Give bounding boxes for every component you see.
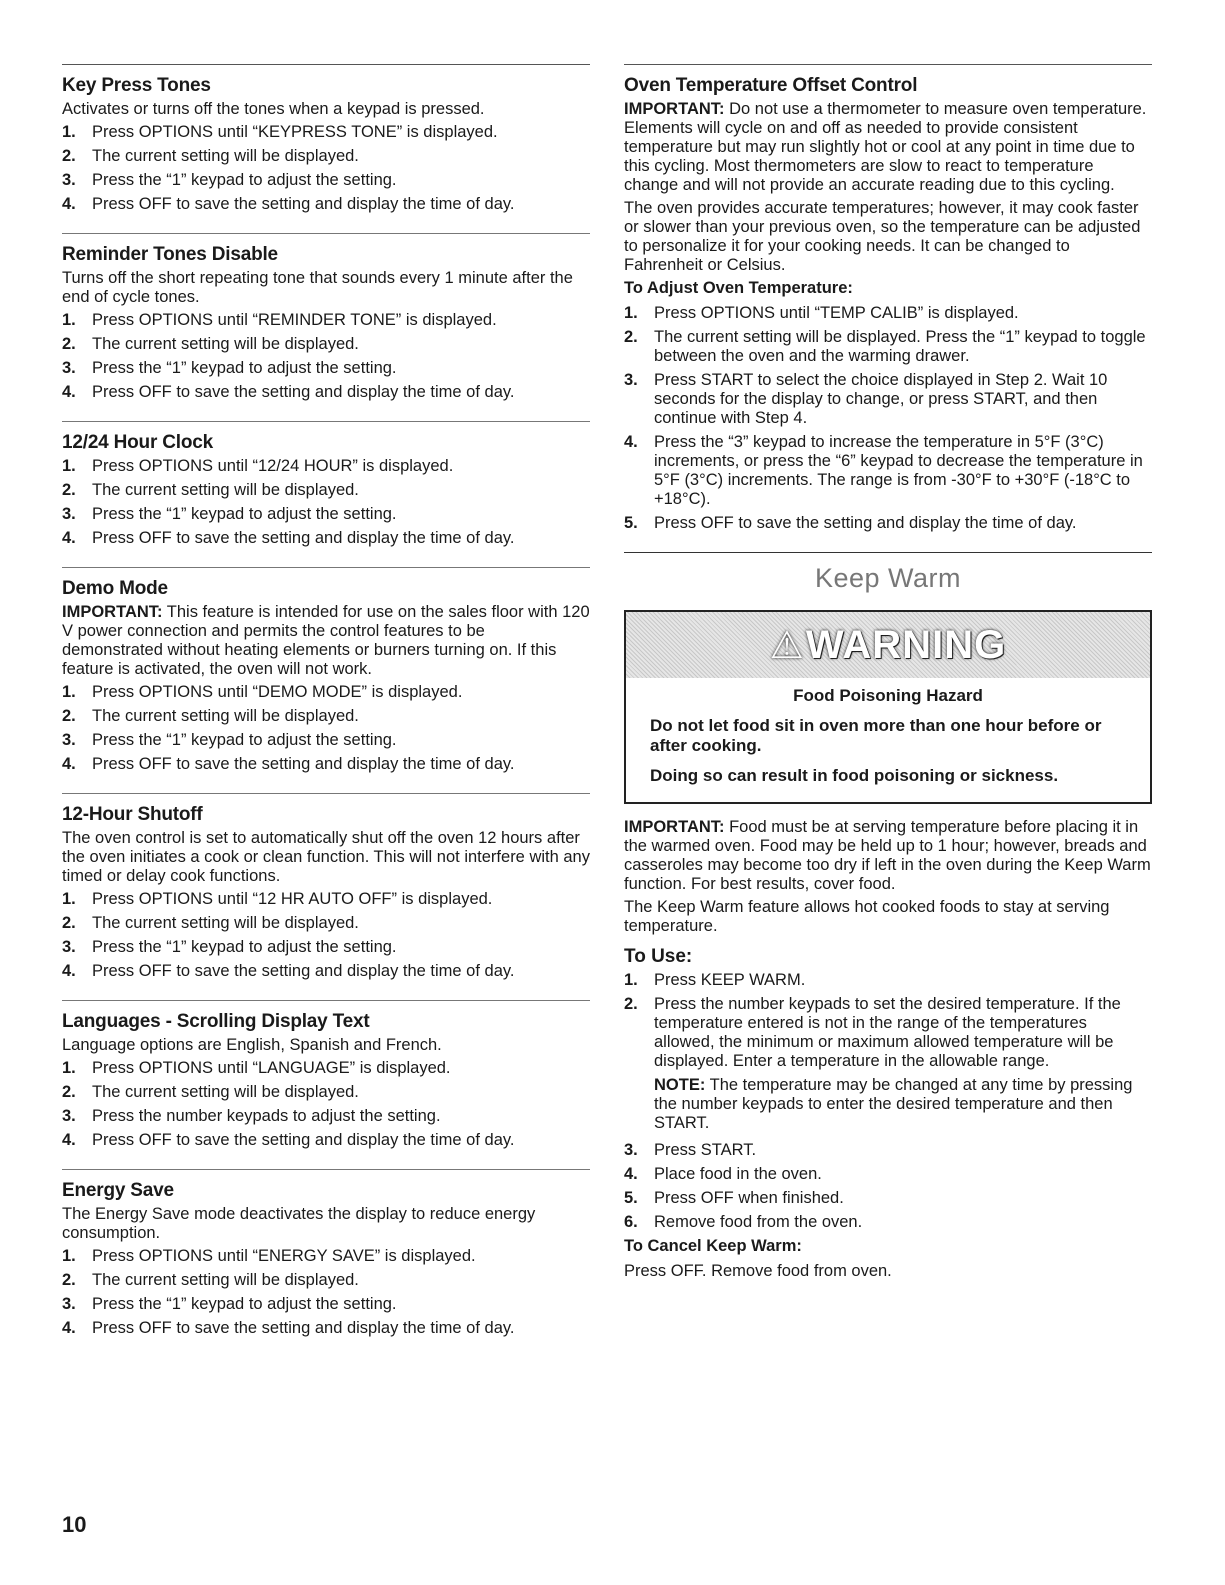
- step-number: 2.: [62, 707, 76, 725]
- warning-line-1: Do not let food sit in oven more than one hour before or after cooking.: [650, 716, 1102, 755]
- list-item: [62, 1295, 590, 1314]
- step-number: 3.: [62, 1107, 76, 1125]
- section-title: 12/24 Hour Clock: [62, 432, 213, 453]
- section-intro: [62, 603, 590, 679]
- list-item: [62, 383, 590, 402]
- step-text: The current setting will be displayed.: [92, 707, 359, 725]
- list-item: [62, 311, 590, 330]
- keep-warm-title: Keep Warm: [814, 563, 962, 593]
- step-number: 3.: [624, 1141, 638, 1159]
- step-number: 4.: [62, 1319, 76, 1337]
- step-number: 1.: [62, 311, 76, 329]
- left-column: [62, 64, 590, 1357]
- step-number: 2.: [624, 328, 638, 346]
- step-number: 3.: [62, 731, 76, 749]
- list-item: [62, 731, 590, 750]
- settings-section: [62, 567, 590, 793]
- list-item: [62, 890, 590, 909]
- list-item: [62, 335, 590, 354]
- step-text: Press OFF to save the setting and display the time of day.: [654, 514, 1077, 532]
- list-item: [62, 914, 590, 933]
- cancel-heading: To Cancel Keep Warm:: [624, 1237, 802, 1255]
- keep-warm-paragraph: The Keep Warm feature allows hot cooked foods to stay at serving temperature.: [624, 898, 1110, 935]
- step-text: Press the “1” keypad to adjust the setting.: [92, 505, 397, 523]
- step-number: 1.: [62, 683, 76, 701]
- step-number: 3.: [62, 505, 76, 523]
- step-text: Press the “1” keypad to adjust the setting.: [92, 359, 397, 377]
- oven-important: [624, 100, 1152, 195]
- step-text: The current setting will be displayed.: [92, 914, 359, 932]
- list-item: [62, 962, 590, 981]
- settings-section: [62, 233, 590, 421]
- warning-word: WARNING: [805, 622, 1007, 667]
- oven-temp-offset-section: [624, 64, 1152, 552]
- step-number: 2.: [624, 995, 638, 1013]
- section-intro: The oven control is set to automatically shut off the oven 12 hours after the oven initiates a cook or clean function. This will not interfere with any timed or delay cook functions.: [62, 829, 590, 885]
- list-item: [624, 1165, 1152, 1184]
- step-text: Press OFF to save the setting and display the time of day.: [92, 383, 515, 401]
- step-text: Press OPTIONS until “12 HR AUTO OFF” is displayed.: [92, 890, 493, 908]
- right-column: [624, 64, 1152, 1285]
- step-text: Press OFF to save the setting and display the time of day.: [92, 962, 515, 980]
- list-item: [624, 1213, 1152, 1232]
- step-number: 6.: [624, 1213, 638, 1231]
- step-number: 2.: [62, 147, 76, 165]
- section-intro: The Energy Save mode deactivates the display to reduce energy consumption.: [62, 1205, 536, 1242]
- step-text: Press OPTIONS until “DEMO MODE” is displayed.: [92, 683, 463, 701]
- warning-line-2: Doing so can result in food poisoning or sickness.: [650, 766, 1059, 785]
- list-item: [62, 1271, 590, 1290]
- section-steps: [62, 683, 590, 774]
- note-text: The temperature may be changed at any time by pressing the number keypads to enter the desired temperature and then START.: [654, 1076, 1133, 1132]
- step-number: 4.: [62, 383, 76, 401]
- step-number: 4.: [62, 195, 76, 213]
- step-number: 4.: [62, 1131, 76, 1149]
- hazard-title: Food Poisoning Hazard: [793, 686, 983, 705]
- list-item: [62, 1247, 590, 1266]
- step-number: 1.: [624, 304, 638, 322]
- step-text: Press OPTIONS until “LANGUAGE” is displayed.: [92, 1059, 451, 1077]
- step-text: Press OFF to save the setting and display the time of day.: [92, 195, 515, 213]
- list-item: [624, 371, 1152, 428]
- important-label: IMPORTANT:: [624, 818, 725, 836]
- step-number: 3.: [62, 171, 76, 189]
- step-text: The current setting will be displayed.: [92, 147, 359, 165]
- oven-paragraph: The oven provides accurate temperatures; however, it may cook faster or slower than your previous oven, so the temperature can be adjusted to personalize it for your cooking needs. It can be changed to Fahrenheit or Celsius.: [624, 199, 1141, 274]
- section-title: Demo Mode: [62, 578, 168, 599]
- step-number: 3.: [62, 1295, 76, 1313]
- section-steps: [62, 1059, 590, 1150]
- to-use-steps-a: [624, 971, 1152, 1071]
- note-label: NOTE:: [654, 1076, 706, 1094]
- list-item: [624, 995, 1152, 1071]
- section-title: 12-Hour Shutoff: [62, 804, 203, 825]
- settings-section: [62, 1000, 590, 1169]
- list-item: [624, 514, 1152, 533]
- list-item: [62, 359, 590, 378]
- page-number: 10: [62, 1512, 87, 1537]
- list-item: [62, 1319, 590, 1338]
- to-use-steps-b: [624, 1141, 1152, 1232]
- step-number: 1.: [624, 971, 638, 989]
- settings-section: [62, 64, 590, 233]
- step-number: 2.: [62, 914, 76, 932]
- section-steps: [62, 123, 590, 214]
- step-text: Press the “1” keypad to adjust the setting.: [92, 731, 397, 749]
- step-number: 5.: [624, 1189, 638, 1207]
- step-text: The current setting will be displayed.: [92, 1083, 359, 1101]
- step-number: 1.: [62, 123, 76, 141]
- step-number: 2.: [62, 481, 76, 499]
- list-item: [62, 1107, 590, 1126]
- section-intro: Activates or turns off the tones when a keypad is pressed.: [62, 100, 485, 118]
- step-number: 2.: [62, 335, 76, 353]
- list-item: [62, 1059, 590, 1078]
- settings-section: [62, 1169, 590, 1357]
- step-number: 3.: [62, 359, 76, 377]
- step-text: Press START to select the choice displayed in Step 2. Wait 10 seconds for the display to change, or press START, and then continue with Step 4.: [654, 371, 1108, 427]
- step-number: 4.: [62, 529, 76, 547]
- list-item: [624, 1141, 1152, 1160]
- section-title: Languages - Scrolling Display Text: [62, 1011, 370, 1032]
- list-item: [624, 1189, 1152, 1208]
- step-text: Press OPTIONS until “12/24 HOUR” is displayed.: [92, 457, 454, 475]
- step-number: 4.: [624, 433, 638, 451]
- step-text: Press START.: [654, 1141, 757, 1159]
- cancel-text: Press OFF. Remove food from oven.: [624, 1262, 892, 1280]
- step-text: The current setting will be displayed.: [92, 335, 359, 353]
- list-item: [62, 938, 590, 957]
- section-title: Reminder Tones Disable: [62, 244, 278, 265]
- step-text: Press OFF to save the setting and display the time of day.: [92, 529, 515, 547]
- settings-section: [62, 793, 590, 1000]
- list-item: [62, 457, 590, 476]
- warning-header: [626, 612, 1150, 678]
- oven-important-text: Do not use a thermometer to measure oven temperature. Elements will cycle on and off as needed to provide consistent temperature but may run slightly hot or cool at any point in time due to this cycling. Most thermometers are slow to react to temperature change and will not provide an accurate reading due to this cycling.: [624, 100, 1147, 194]
- divider: [624, 552, 1152, 553]
- keep-warm-important-text: Food must be at serving temperature before placing it in the warmed oven. Food may be held up to 1 hour; however, breads and casseroles may become too dry if left in the oven during the Keep Warm function. For best results, cover food.: [624, 818, 1151, 893]
- list-item: [62, 683, 590, 702]
- section-title: Oven Temperature Offset Control: [624, 75, 918, 96]
- important-label: IMPORTANT:: [624, 100, 725, 118]
- step-number: 3.: [62, 938, 76, 956]
- step-text: Press the “1” keypad to adjust the setting.: [92, 1295, 397, 1313]
- list-item: [62, 123, 590, 142]
- section-steps: [62, 457, 590, 548]
- step-number: 2.: [62, 1083, 76, 1101]
- step-number: 1.: [62, 1247, 76, 1265]
- list-item: [624, 328, 1152, 366]
- note: [654, 1076, 1152, 1133]
- list-item: [62, 529, 590, 548]
- section-intro: Language options are English, Spanish and French.: [62, 1036, 442, 1054]
- step-text: The current setting will be displayed. Press the “1” keypad to toggle between the oven and the warming drawer.: [654, 328, 1146, 365]
- section-intro: Turns off the short repeating tone that sounds every 1 minute after the end of cycle tones.: [62, 269, 573, 306]
- step-text: Press OPTIONS until “TEMP CALIB” is displayed.: [654, 304, 1019, 322]
- section-steps: [62, 311, 590, 402]
- step-number: 1.: [62, 890, 76, 908]
- to-use-heading: To Use:: [624, 946, 693, 967]
- warning-body: [626, 678, 1150, 802]
- step-number: 3.: [624, 371, 638, 389]
- step-number: 5.: [624, 514, 638, 532]
- list-item: [62, 1131, 590, 1150]
- settings-section: [62, 421, 590, 567]
- oven-steps: [624, 304, 1152, 533]
- step-text: Press the “1” keypad to adjust the setting.: [92, 171, 397, 189]
- section-steps: [62, 890, 590, 981]
- list-item: [62, 707, 590, 726]
- list-item: [62, 147, 590, 166]
- step-text: Press OFF to save the setting and display the time of day.: [92, 1131, 515, 1149]
- step-number: 1.: [62, 457, 76, 475]
- step-text: Press OFF when finished.: [654, 1189, 844, 1207]
- list-item: [624, 971, 1152, 990]
- important-label: IMPORTANT:: [62, 603, 163, 621]
- step-number: 4.: [62, 962, 76, 980]
- adjust-subheading: To Adjust Oven Temperature:: [624, 279, 853, 297]
- step-number: 4.: [624, 1165, 638, 1183]
- section-intro-text: This feature is intended for use on the sales floor with 120 V power connection and permits the control features to be demonstrated without heating elements or burners turning on. If this feature is activated, the oven will not work.: [62, 603, 590, 678]
- list-item: [62, 1083, 590, 1102]
- step-text: Press the “1” keypad to adjust the setting.: [92, 938, 397, 956]
- keep-warm-section: [624, 563, 1152, 1281]
- section-steps: [62, 1247, 590, 1338]
- step-text: Press OPTIONS until “KEYPRESS TONE” is displayed.: [92, 123, 498, 141]
- section-title: Energy Save: [62, 1180, 174, 1201]
- list-item: [62, 195, 590, 214]
- step-number: 2.: [62, 1271, 76, 1289]
- warning-box: [624, 610, 1152, 804]
- list-item: [62, 171, 590, 190]
- keep-warm-important: [624, 818, 1152, 894]
- step-text: The current setting will be displayed.: [92, 481, 359, 499]
- step-text: Place food in the oven.: [654, 1165, 822, 1183]
- step-text: The current setting will be displayed.: [92, 1271, 359, 1289]
- section-title: Key Press Tones: [62, 75, 211, 96]
- list-item: [62, 481, 590, 500]
- list-item: [62, 505, 590, 524]
- step-number: 1.: [62, 1059, 76, 1077]
- step-number: 4.: [62, 755, 76, 773]
- step-text: Press the “3” keypad to increase the temperature in 5°F (3°C) increments, or press the “6” keypad to decrease the temperature in 5°F (3°C) increments. The range is from -30°F to +30°F (-18°C to +18°C).: [654, 433, 1143, 508]
- warning-triangle-icon: ⚠: [769, 624, 804, 667]
- step-text: Press OFF to save the setting and display the time of day.: [92, 1319, 515, 1337]
- step-text: Press the number keypads to set the desired temperature. If the temperature entered is not in the range of the temperatures allowed, the minimum or maximum allowed temperature will be displayed. Enter a temperature in the allowable range.: [654, 995, 1121, 1070]
- list-item: [62, 755, 590, 774]
- step-text: Press OPTIONS until “ENERGY SAVE” is displayed.: [92, 1247, 476, 1265]
- list-item: [624, 433, 1152, 509]
- step-text: Press OFF to save the setting and display the time of day.: [92, 755, 515, 773]
- step-text: Press OPTIONS until “REMINDER TONE” is displayed.: [92, 311, 497, 329]
- list-item: [624, 304, 1152, 323]
- step-text: Press KEEP WARM.: [654, 971, 806, 989]
- step-text: Press the number keypads to adjust the setting.: [92, 1107, 441, 1125]
- step-text: Remove food from the oven.: [654, 1213, 863, 1231]
